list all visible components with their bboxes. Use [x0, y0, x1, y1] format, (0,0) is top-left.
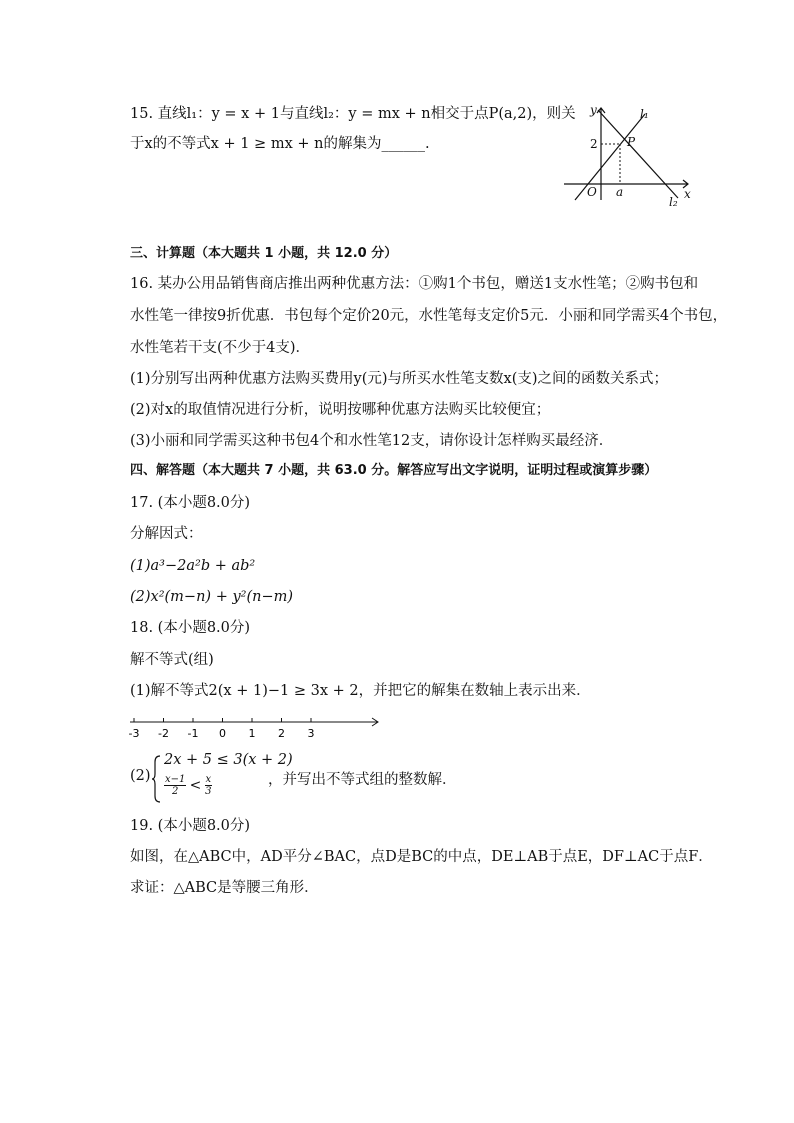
- q17-title: 17. (本小题8.0分): [130, 495, 251, 511]
- frac2-den: 3: [205, 786, 212, 797]
- number-line-tick-label: -3: [128, 727, 140, 740]
- frac2-num: x: [205, 774, 212, 785]
- number-line-tick-label: 3: [307, 727, 315, 740]
- q18-part2-label: (2): [130, 768, 151, 784]
- sys-row1: 2x + 5 ≤ 3(x + 2): [164, 752, 293, 768]
- line-l1: [575, 114, 645, 200]
- q18-part2-tail: ，并写出不等式组的整数解．: [268, 772, 457, 788]
- q17-part1: (1)a³−2a²b + ab²: [130, 558, 256, 574]
- number-line-tick-label: 1: [248, 727, 256, 740]
- q16-part3: (3)小丽和同学需买这种书包4个和水性笔12支，请你设计怎样购买最经济．: [130, 433, 614, 449]
- sys-row2: [164, 774, 212, 797]
- q16-line2: 水性笔一律按9折优惠．书包每个定价20元，水性笔每支定价5元．小丽和同学需买4个书包，: [130, 308, 728, 324]
- frac1-num: x−1: [165, 774, 186, 785]
- q19-line1: 如图，在△ABC中，AD平分∠BAC，点D是BC的中点，DE⊥AB于点E，DF⊥AC于点F．: [130, 849, 713, 865]
- q15-graph: [560, 100, 700, 210]
- q18-part1: (1)解不等式2(x + 1)−1 ≥ 3x + 2，并把它的解集在数轴上表示出来．: [130, 683, 591, 699]
- left-brace: [152, 754, 162, 804]
- q16-line3: 水性笔若干支(不少于4支)．: [130, 340, 311, 356]
- label-l2: l₂: [669, 195, 678, 209]
- q19-line2: 求证：△ABC是等腰三角形．: [130, 880, 319, 896]
- q16-line1: 16. 某办公用品销售商店推出两种优惠方法：①购1个书包，赠送1支水性笔；②购书包和: [130, 276, 699, 292]
- q15-line1: 15. 直线l₁：y = x + 1与直线l₂：y = mx + n相交于点P(a,2)，则关: [130, 106, 576, 122]
- label-a: a: [616, 185, 624, 199]
- q17-part2: (2)x²(m−n) + y²(n−m): [130, 589, 294, 605]
- section3-heading: 三、计算题（本大题共 1 小题，共 12.0 分）: [130, 246, 398, 261]
- q17-prompt: 分解因式：: [130, 526, 203, 542]
- q19-title: 19. (本小题8.0分): [130, 818, 251, 834]
- section4-heading: 四、解答题（本大题共 7 小题，共 63.0 分。解答应写出文字说明，证明过程或演算步骤）: [130, 463, 658, 478]
- label-p: P: [627, 135, 636, 149]
- frac1-den: 2: [172, 786, 179, 797]
- q18-prompt: 解不等式(组): [130, 652, 214, 668]
- q16-part2: (2)对x的取值情况进行分析，说明按哪种优惠方法购买比较便宜；: [130, 402, 551, 418]
- less-than: <: [189, 777, 202, 794]
- label-x: x: [684, 187, 691, 201]
- number-line-tick-label: 0: [219, 727, 226, 740]
- number-line-tick-label: 2: [278, 727, 285, 740]
- number-line-tick-label: -1: [187, 727, 199, 740]
- label-y: y: [590, 103, 597, 117]
- label-o: O: [587, 185, 597, 199]
- q16-part1: (1)分别写出两种优惠方法购买费用y(元)与所买水性笔支数x(支)之间的函数关系式；: [130, 371, 669, 387]
- q18-title: 18. (本小题8.0分): [130, 620, 251, 636]
- number-line-tick-label: -2: [158, 727, 169, 740]
- q15-line2: 于x的不等式x + 1 ≥ mx + n的解集为______.: [130, 136, 430, 152]
- number-line: [128, 712, 388, 742]
- label-l1: l₁: [640, 107, 649, 121]
- label-2: 2: [590, 137, 598, 151]
- inequality-system: [130, 752, 550, 808]
